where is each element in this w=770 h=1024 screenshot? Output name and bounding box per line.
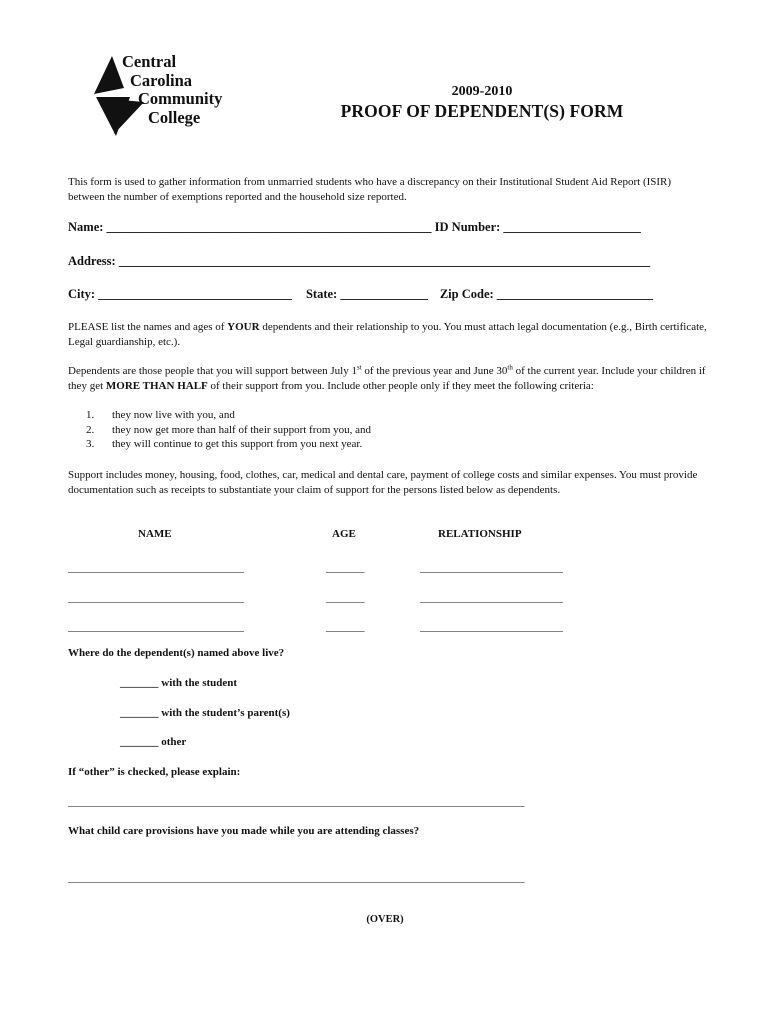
definition-text-3: of the current year. Include your children if they get [68,365,706,392]
dependent-age-field[interactable]: _______ [326,562,365,574]
over-note: (OVER) [366,914,404,925]
list-instruction-text-1: PLEASE list the names and ages of [68,321,228,333]
logo-wordmark [122,53,222,127]
criteria-number: 1. [86,409,95,421]
list-instruction-text-2: dependents and their relationship to you. You must attach legal documentation (e.g., Birth certificate, Legal guardianship, etc.). [68,321,707,348]
intro-paragraph: This form is used to gather information from unmarried students who have a discrepancy on their Institutional Student Aid Report (ISIR) between the number of exemptions reported and the household size reported. [68,176,672,203]
name-label: Name: [68,220,107,234]
list-instruction-emphasis: YOUR [227,321,260,333]
definition-text-1: Dependents are those people that you will support between July 1 [68,365,357,377]
option-blank[interactable]: _______ [120,677,159,689]
city-state-zip-row [68,287,653,302]
address-row [68,254,650,269]
option-label: with the student [158,677,238,689]
id-number-field[interactable]: ______________________ [503,220,641,234]
criteria-number: 2. [86,423,95,436]
childcare-field[interactable]: ___________________________________________________________________________________ [68,872,525,884]
criteria-item [86,408,686,423]
dependent-relationship-field[interactable]: __________________________ [420,592,563,604]
live-option-parents [120,707,290,719]
dependent-relationship-field[interactable]: __________________________ [420,621,563,633]
city-field[interactable]: _______________________________ [98,287,292,301]
option-label: with the student’s parent(s) [158,707,290,719]
criteria-item [86,423,686,438]
live-option-student [120,677,237,689]
live-option-other [120,736,186,748]
criteria-text: they will continue to get this support from you next year. [112,438,363,451]
form-title: PROOF OF DEPENDENT(S) FORM [340,101,624,121]
criteria-number: 3. [86,438,95,451]
form-year: 2009-2010 [451,84,513,99]
name-field[interactable]: ____________________________________________________ [106,220,432,234]
other-explain-field[interactable]: ___________________________________________________________________________________ [68,796,525,808]
criteria-list [86,408,686,452]
column-header-relationship: RELATIONSHIP [438,528,522,540]
other-explain-label: If “other” is checked, please explain: [68,766,241,778]
address-label: Address: [68,254,119,268]
id-number-label: ID Number: [431,220,504,234]
logo-word-2: Carolina [130,70,193,90]
option-blank[interactable]: _______ [120,736,159,748]
criteria-text: they now live with you, and [112,409,235,421]
dependent-relationship-field[interactable]: __________________________ [420,562,563,574]
dependents-definition [68,364,708,393]
criteria-item [86,437,686,452]
definition-sup-2: th [507,363,513,372]
zip-code-label: Zip Code: [439,287,497,301]
criteria-text: they now get more than half of their support from you, and [112,423,372,436]
column-header-age: AGE [332,528,356,540]
dependent-age-field[interactable]: _______ [326,621,365,633]
dependent-name-field[interactable]: ________________________________ [68,592,244,604]
childcare-question: What child care provisions have you made while you are attending classes? [68,825,420,837]
option-label: other [158,736,187,748]
logo-word-4: College [148,107,201,127]
dependent-age-field[interactable]: _______ [326,592,365,604]
address-field[interactable]: _____________________________________________________________________________________ [118,254,651,268]
support-paragraph: Support includes money, housing, food, clothes, car, medical and dental care, payment of college costs and similar expenses. You must provide documentation such as receipts to substantiate your claim of support for the persons listed below as dependents. [68,469,698,496]
column-header-name: NAME [138,528,172,540]
dependent-name-field[interactable]: ________________________________ [68,562,244,574]
option-blank[interactable]: _______ [120,707,159,719]
logo-word-1: Central [122,52,177,71]
definition-sup-1: st [357,363,362,372]
definition-emphasis: MORE THAN HALF [105,379,208,392]
state-field[interactable]: ______________ [340,287,428,301]
name-id-row [68,220,641,235]
city-label: City: [68,287,99,301]
logo-word-3: Community [138,89,223,108]
list-instruction [68,320,708,349]
zip-code-field[interactable]: _________________________ [496,287,654,301]
live-question: Where do the dependent(s) named above live? [68,647,285,659]
logo-triangle-upper [94,56,124,94]
state-label: State: [305,287,341,301]
definition-text-2: of the previous year and June 30 [361,365,508,377]
definition-text-4: of their support from you. Include other people only if they meet the following criteria: [207,379,594,392]
dependent-name-field[interactable]: ________________________________ [68,621,244,633]
